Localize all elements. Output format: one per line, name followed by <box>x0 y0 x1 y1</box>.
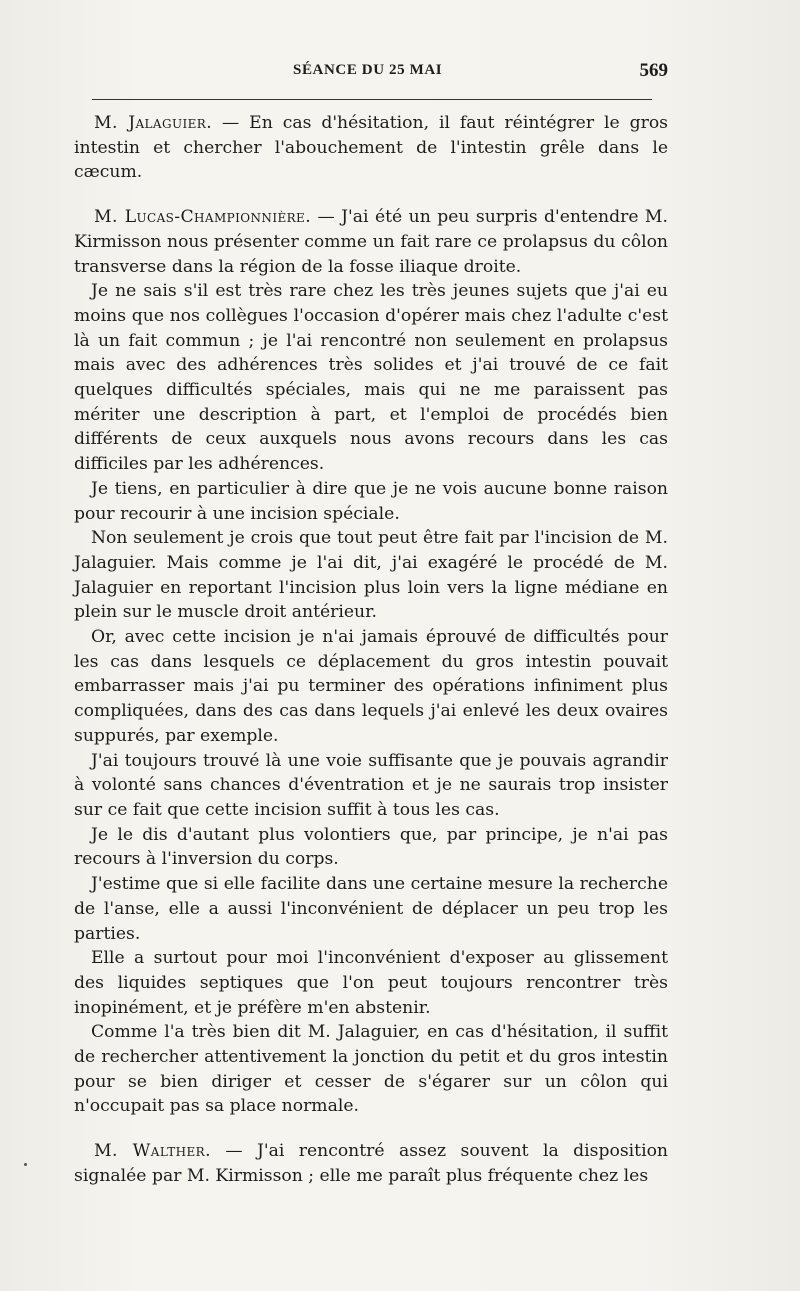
page-header <box>78 60 668 84</box>
paragraph <box>74 625 668 749</box>
paragraph <box>74 1020 668 1119</box>
ink-speck <box>24 1163 27 1166</box>
paragraph <box>74 946 668 1020</box>
paragraph-text: Elle a surtout pour moi l'inconvénient d'exposer au glissement des liquides septiques que l'on peut toujours rencontrer très inopinément, et je préfère m'en abstenir. <box>74 948 668 1018</box>
paragraph-text: Or, avec cette incision je n'ai jamais éprouvé de difficultés pour les cas dans lesquels ce déplacement du gros intestin pouvait embarrasser mais j'ai pu terminer des opérations infiniment plus compliquées, dans des cas dans lequels j'ai enlevé les deux ovaires suppurés, par exemple. <box>74 627 668 746</box>
header-rule <box>92 99 652 100</box>
paragraph <box>74 526 668 625</box>
paragraph-text: — J'ai été un peu surpris d'entendre M. Kirmisson nous présenter comme un fait rare ce prolapsus du côlon transverse dans la région de la fosse iliaque droite. <box>74 207 668 277</box>
paragraph-text: — En cas d'hésitation, il faut réintégrer le gros intestin et chercher l'abouchement de l'intestin grêle dans le cæcum. <box>74 113 668 183</box>
paragraph-text: Je le dis d'autant plus volontiers que, par principe, je n'ai pas recours à l'inversion du corps. <box>74 824 668 870</box>
paragraph-walther <box>74 1139 668 1188</box>
body-text <box>74 111 668 1189</box>
paragraph <box>74 477 668 526</box>
speaker-name: M. Walther. <box>94 1141 211 1162</box>
paragraph-text: Non seulement je crois que tout peut être fait par l'incision de M. Jalaguier. Mais comme je l'ai dit, j'ai exagéré le procédé de M. Jalaguier en reportant l'incision plus loin vers la ligne médiane en plein sur le muscle droit antérieur. <box>74 528 668 623</box>
paragraph-text: J'estime que si elle facilite dans une certaine mesure la recherche de l'anse, elle a aussi l'inconvénient de déplacer un peu trop les parties. <box>74 874 668 944</box>
page-number: 569 <box>639 60 668 81</box>
running-title: SÉANCE DU 25 MAI <box>293 62 443 78</box>
paragraph-text: J'ai toujours trouvé là une voie suffisante que je pouvais agrandir à volonté sans chances d'éventration et je ne saurais trop insister sur ce fait que cette incision suffit à tous les cas. <box>74 750 668 820</box>
speaker-name: M. Lucas-Championnière. <box>94 207 312 228</box>
paragraph-text: Je tiens, en particulier à dire que je ne vois aucune bonne raison pour recourir à une incision spéciale. <box>74 478 668 524</box>
paragraph-jalaguier <box>74 111 668 185</box>
paragraph-text: Je ne sais s'il est très rare chez les très jeunes sujets que j'ai eu moins que nos collègues l'occasion d'opérer mais chez l'adulte c'est là un fait commun ; je l'ai rencontré non seulement en prolapsus mais avec des adhérences très solides et j'ai trouvé de ce fait quelques difficultés spéciales, mais qui ne me paraissent pas mériter une description à part, et l'emploi de procédés bien différents de ceux auxquels nous avons recours dans les cas difficiles par les adhérences. <box>74 281 668 475</box>
paragraph-text: Comme l'a très bien dit M. Jalaguier, en cas d'hésitation, il suffit de rechercher attentivement la jonction du petit et du gros intestin pour se bien diriger et cesser de s'égarer sur un côlon qui n'occupait pas sa place normale. <box>74 1022 668 1117</box>
speaker-name: M. Jalaguier. <box>94 113 213 133</box>
paragraph-text: — J'ai rencontré assez souvent la disposition signalée par M. Kirmisson ; elle me paraît plus fréquente chez les <box>74 1141 668 1186</box>
paragraph <box>74 749 668 823</box>
paragraph <box>74 823 668 872</box>
paragraph <box>74 872 668 946</box>
paragraph-lucas-championniere <box>74 205 668 279</box>
paragraph <box>74 279 668 477</box>
